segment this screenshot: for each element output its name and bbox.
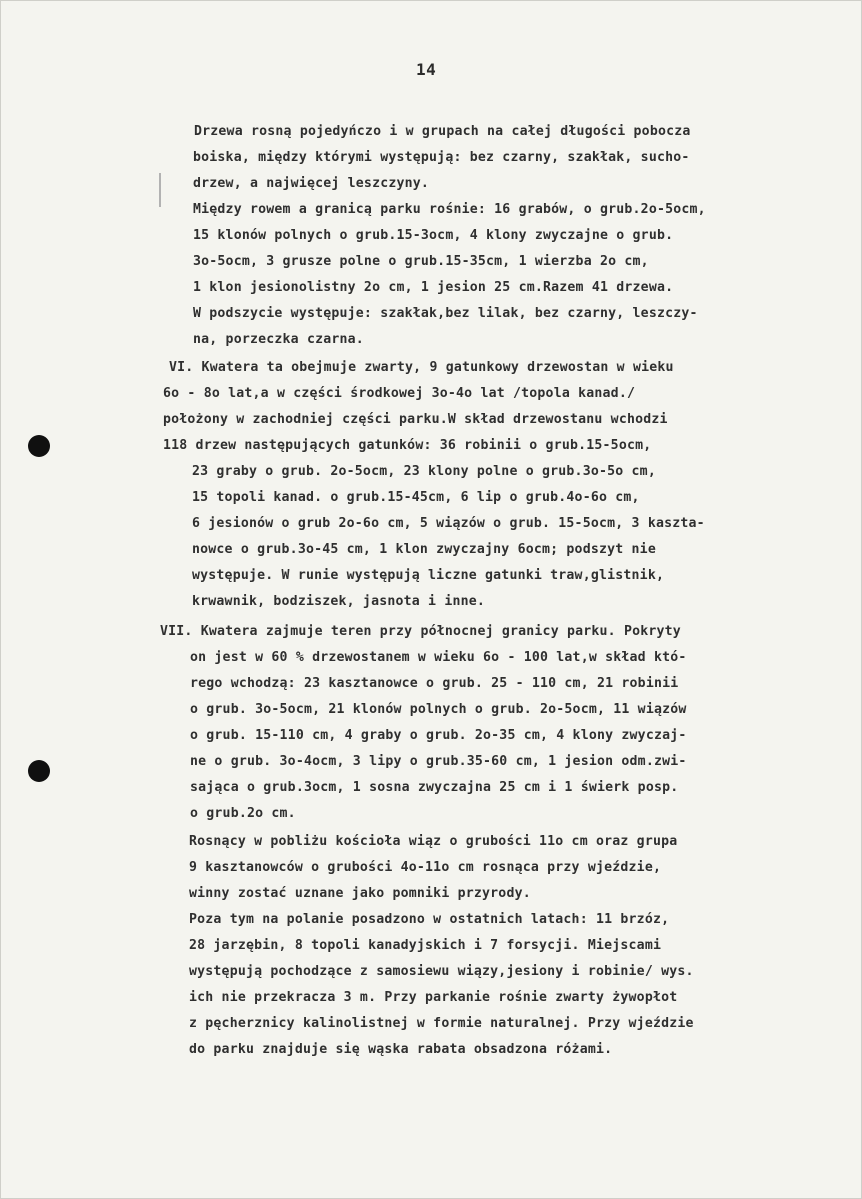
- text-line: 118 drzew następujących gatunków: 36 robinii o grub.15-5ocm,: [163, 438, 652, 453]
- text-line: 9 kasztanowców o grubości 4o-11o cm rosnąca przy wjeździe,: [189, 860, 662, 875]
- text-line: W podszycie występuje: szakłak,bez lilak, bez czarny, leszczy-: [193, 306, 698, 321]
- text-line: do parku znajduje się wąska rabata obsadzona różami.: [189, 1042, 613, 1057]
- text-line: Między rowem a granicą parku rośnie: 16 grabów, o grub.2o-5ocm,: [193, 202, 706, 217]
- text-line: ich nie przekracza 3 m. Przy parkanie rośnie zwarty żywopłot: [189, 990, 678, 1005]
- text-line: 28 jarzębin, 8 topoli kanadyjskich i 7 forsycji. Miejscami: [189, 938, 662, 953]
- text-line: Rosnący w pobliżu kościoła wiąz o grubości 11o cm oraz grupa: [189, 834, 678, 849]
- margin-pencil-mark: [159, 173, 161, 207]
- text-line: Drzewa rosną pojedyńczo i w grupach na całej długości pobocza: [194, 124, 691, 139]
- text-line: nowce o grub.3o-45 cm, 1 klon zwyczajny 6ocm; podszyt nie: [192, 542, 656, 557]
- page-number: 14: [416, 60, 437, 79]
- text-line: 15 topoli kanad. o grub.15-45cm, 6 lip o grub.4o-6o cm,: [192, 490, 640, 505]
- text-line: 6o - 8o lat,a w części środkowej 3o-4o lat /topola kanad./: [163, 386, 636, 401]
- text-line: sająca o grub.3ocm, 1 sosna zwyczajna 25 cm i 1 świerk posp.: [190, 780, 679, 795]
- text-line: 15 klonów polnych o grub.15-3ocm, 4 klony zwyczajne o grub.: [193, 228, 674, 243]
- punch-hole-top: [28, 435, 50, 457]
- text-line: winny zostać uznane jako pomniki przyrody.: [189, 886, 531, 901]
- text-line: o grub. 15-110 cm, 4 graby o grub. 2o-35 cm, 4 klony zwyczaj-: [190, 728, 687, 743]
- text-line: ne o grub. 3o-4ocm, 3 lipy o grub.35-60 cm, 1 jesion odm.zwi-: [190, 754, 687, 769]
- text-line: 6 jesionów o grub 2o-6o cm, 5 wiązów o grub. 15-5ocm, 3 kaszta-: [192, 516, 705, 531]
- text-line: drzew, a najwięcej leszczyny.: [193, 176, 430, 191]
- text-line: występują pochodzące z samosiewu wiązy,jesiony i robinie/ wys.: [189, 964, 694, 979]
- text-line: o grub. 3o-5ocm, 21 klonów polnych o grub. 2o-5ocm, 11 wiązów: [190, 702, 687, 717]
- text-line: 1 klon jesionolistny 2o cm, 1 jesion 25 cm.Razem 41 drzewa.: [193, 280, 674, 295]
- text-line: występuje. W runie występują liczne gatunki traw,glistnik,: [192, 568, 665, 583]
- text-line: 3o-5ocm, 3 grusze polne o grub.15-35cm, 1 wierzba 2o cm,: [193, 254, 649, 269]
- text-line: o grub.2o cm.: [190, 806, 296, 821]
- text-line: krwawnik, bodziszek, jasnota i inne.: [192, 594, 486, 609]
- punch-hole-bottom: [28, 760, 50, 782]
- text-line: Poza tym na polanie posadzono w ostatnich latach: 11 brzóz,: [189, 912, 670, 927]
- text-line: on jest w 60 % drzewostanem w wieku 6o - 100 lat,w skład któ-: [190, 650, 687, 665]
- text-line: położony w zachodniej części parku.W skład drzewostanu wchodzi: [163, 412, 668, 427]
- section-vii-first-line: VII. Kwatera zajmuje teren przy północnej granicy parku. Pokryty: [160, 624, 681, 639]
- text-line: 23 graby o grub. 2o-5ocm, 23 klony polne o grub.3o-5o cm,: [192, 464, 656, 479]
- text-line: na, porzeczka czarna.: [193, 332, 364, 347]
- section-vi-first-line: VI. Kwatera ta obejmuje zwarty, 9 gatunkowy drzewostan w wieku: [169, 360, 674, 375]
- text-line: z pęcherznicy kalinolistnej w formie naturalnej. Przy wjeździe: [189, 1016, 694, 1031]
- text-line: boiska, między którymi występują: bez czarny, szakłak, sucho-: [193, 150, 690, 165]
- text-line: rego wchodzą: 23 kasztanowce o grub. 25 - 110 cm, 21 robinii: [190, 676, 679, 691]
